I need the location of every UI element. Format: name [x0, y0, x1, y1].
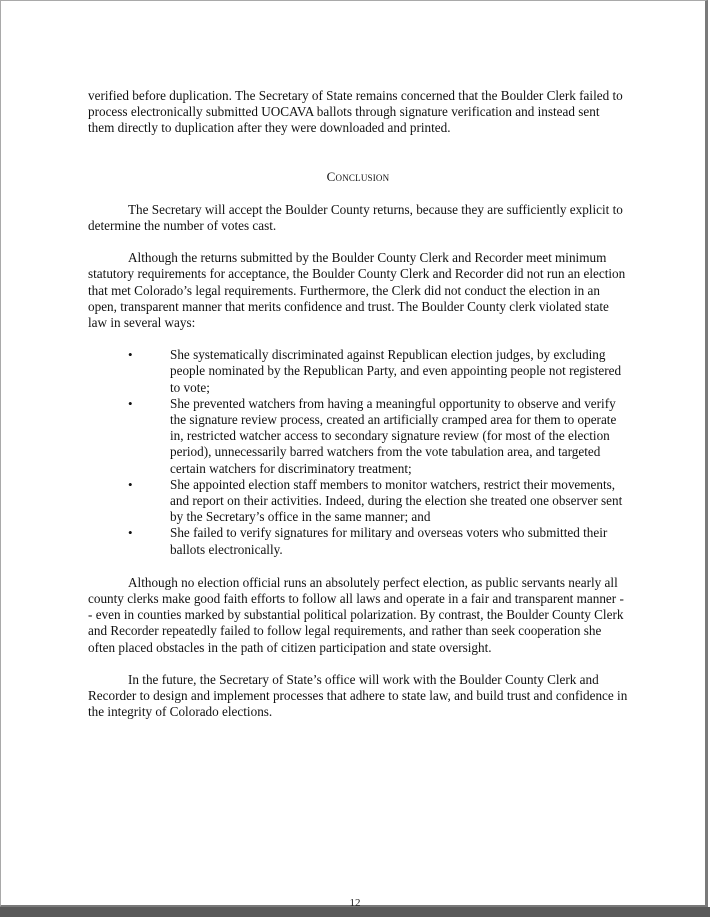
list-item-text: She prevented watchers from having a meaningful opportunity to observe and verify the signature review process, created an artificially cramped area for them to operate in, restricted watcher access to secondary signature review (for most of the election period), unnecessarily barred watchers from the vote tabulation area, and targeted certain watchers for discriminatory treatment;	[170, 395, 617, 476]
opening-paragraph: verified before duplication. The Secretary of State remains concerned that the Boulder Clerk failed to process electronically submitted UOCAVA ballots through signature verification and instead sent them directly to duplication after they were downloaded and printed.	[88, 88, 623, 136]
bullet-icon: •	[128, 395, 133, 411]
list-item	[88, 525, 628, 557]
list-item-text: She systematically discriminated against Republican election judges, by excluding people nominated by the Republican Party, and even appointing people not registered to vote;	[170, 347, 622, 395]
list-item-text: She appointed election staff members to monitor watchers, restrict their movements, and report on their activities. Indeed, during the election she treated one observer sent by the Secretary’s office in the same manner; and	[170, 476, 623, 525]
list-item	[88, 396, 628, 477]
document-body	[88, 88, 628, 737]
section-heading: Conclusion	[326, 168, 390, 184]
paragraph-acceptance: The Secretary will accept the Boulder County returns, because they are sufficiently explicit to determine the number of votes cast.	[88, 201, 623, 234]
list-item	[88, 347, 628, 396]
paragraph-comparison: Although no election official runs an absolutely perfect election, as public servants nearly all county clerks make good faith efforts to follow all laws and operate in a fair and transparent manner -- even in counties marked by substantial political polarization. By contrast, the Boulder County Clerk and Recorder repeatedly failed to follow legal requirements, and rather than seek cooperation she often placed obstacles in the path of citizen participation and state oversight.	[88, 574, 624, 655]
bullet-icon: •	[128, 476, 133, 492]
paragraph-violations-intro: Although the returns submitted by the Boulder County Clerk and Recorder meet minimum statutory requirements for acceptance, the Boulder County Clerk and Recorder did not run an election that met Colorado’s legal requirements. Furthermore, the Clerk did not conduct the election in an open, transparent manner that merits confidence and trust. The Boulder County clerk violated state law in several ways:	[88, 250, 626, 331]
page-number: 12	[349, 897, 361, 909]
violations-list	[88, 347, 628, 558]
bullet-icon: •	[128, 347, 133, 363]
paragraph-future: In the future, the Secretary of State’s office will work with the Boulder County Clerk and Recorder to design and implement processes that adhere to state law, and build trust and confidence in the integrity of Colorado elections.	[88, 671, 628, 720]
list-item	[88, 477, 628, 526]
list-item-text: She failed to verify signatures for military and overseas voters who submitted their ballots electronically.	[170, 525, 608, 557]
bullet-icon: •	[128, 525, 133, 541]
